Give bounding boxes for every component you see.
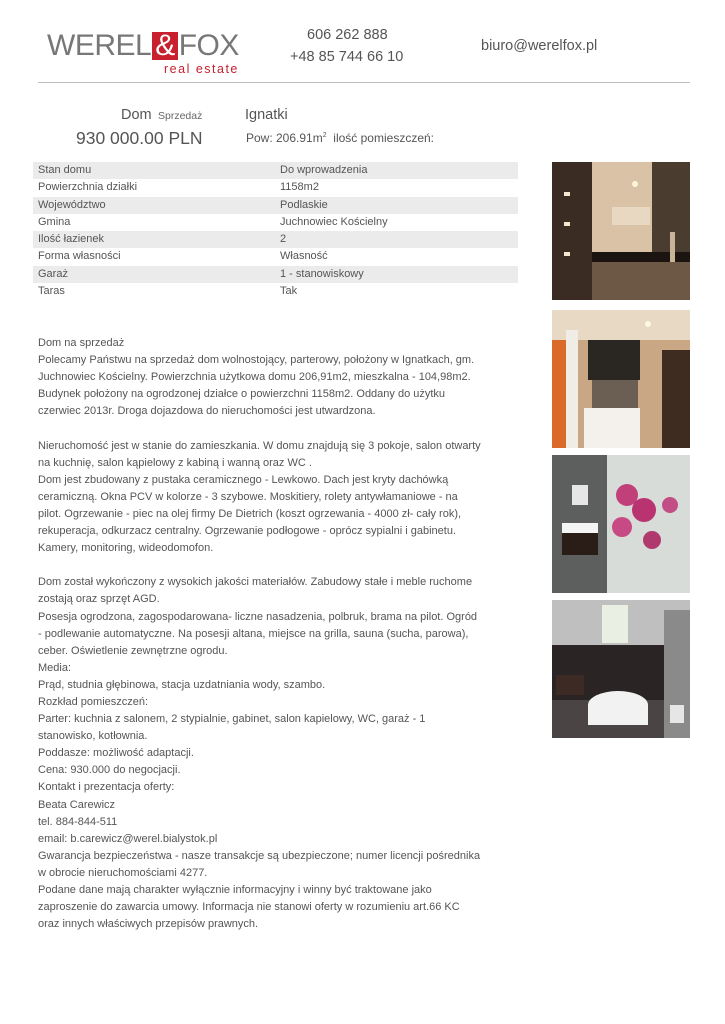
phone-mobile[interactable]: 606 262 888 (307, 27, 388, 43)
description-line: stanowisko, kotłownia. (38, 730, 148, 743)
office-email-link[interactable]: biuro@werelfox.pl (481, 38, 598, 54)
property-row (33, 179, 518, 196)
property-row (33, 248, 518, 265)
property-label: Garaż (38, 267, 68, 280)
description-line: Gwarancja bezpieczeństwa - nasze transakcje są ubezpieczone; numer licencji pośrednika (38, 849, 481, 862)
description-line: Rozkład pomieszczeń: (38, 695, 149, 708)
property-details-table (33, 162, 518, 300)
property-type: Dom (121, 107, 152, 123)
logo-wordmark: WEREL & FOX (47, 29, 239, 62)
description-line: Poddasze: możliwość adaptacji. (38, 747, 194, 760)
property-location: Ignatki (245, 107, 288, 123)
description-line: zostają oraz sprzęt AGD. (38, 593, 160, 606)
property-value: Juchnowiec Kościelny (280, 215, 388, 228)
description-line: Dom został wykończony z wysokich jakości materiałów. Zabudowy stałe i meble ruchome (38, 576, 473, 589)
description-line: Budynek położony na ogrodzonej działce o powierzchni 1158m2. Oddany do użytku (38, 388, 446, 401)
property-row (33, 283, 518, 300)
property-label: Gmina (38, 215, 71, 228)
property-value: 1158m2 (280, 181, 319, 194)
property-row (33, 214, 518, 231)
photo-bathroom-tub[interactable] (552, 600, 690, 738)
property-label: Województwo (38, 198, 106, 211)
description-line: Posesja ogrodzona, zagospodarowana- liczne nasadzenia, polbruk, brama na pilot. Ogród (38, 610, 478, 623)
logo-tagline: real estate (164, 62, 239, 76)
property-row (33, 197, 518, 214)
property-value: Do wprowadzenia (280, 164, 368, 176)
property-label: Ilość łazienek (38, 233, 105, 246)
photo-bathroom-orchid[interactable] (552, 455, 690, 593)
phone-landline[interactable]: +48 85 744 66 10 (290, 49, 404, 65)
description-line (38, 557, 488, 574)
description-line: pilot. Ogrzewanie - piec na olej firmy De Dietrich (koszt ogrzewania - 4000 zł- cały rok), (38, 507, 462, 520)
description-line: czerwiec 2013r. Droga dojazdowa do nieruchomości jest utwardzona. (38, 405, 376, 418)
property-row (33, 162, 518, 179)
description-line: Podane dane mają charakter wyłącznie informacyjny i winny być traktowane jako (38, 884, 432, 896)
description-line: Nieruchomość jest w stanie do zamieszkania. W domu znajdują się 3 pokoje, salon otwarty (38, 439, 481, 452)
property-value: Podlaskie (280, 198, 328, 211)
description-line: Beata Carewicz (38, 798, 116, 811)
description-line: na kuchnię, salon kąpielowy z kabiną i wanną oraz WC . (38, 456, 312, 469)
property-area: Pow: $206.91m^2$ ilość pomieszczeń: (246, 131, 434, 145)
property-value: Własność (280, 250, 328, 263)
photo-living-room[interactable] (552, 310, 690, 448)
description-line: Prąd, studnia głębinowa, stacja uzdatniania wody, szambo. (38, 678, 326, 691)
description-line: tel. 884-844-511 (38, 815, 118, 828)
description-line: Dom na sprzedaż (38, 337, 125, 349)
description-line: email: b.carewicz@werel.bialystok.pl (38, 832, 218, 845)
property-value: 1 - stanowiskowy (280, 267, 364, 280)
description-line: - podlewanie automatyczne. Na posesji altana, miejsce na grilla, sauna (sucha, parowa), (38, 627, 469, 640)
property-row (33, 266, 518, 283)
photo-kitchen[interactable] (552, 162, 690, 300)
description-line: ceber. Oświetlenie zewnętrzne ogrodu. (38, 644, 228, 657)
property-value: 2 (280, 233, 287, 246)
description-line: rekuperacja, odkurzacz centralny. Ogrzewanie podłogowe - oprócz sypialni i gabinetu. (38, 525, 457, 538)
property-description (38, 335, 488, 933)
property-label: Forma własności (38, 250, 121, 263)
description-line: w obrocie nieruchomościami 4277. (38, 866, 208, 879)
description-line: Kamery, monitoring, wideodomofon. (38, 542, 214, 555)
property-row (33, 231, 518, 248)
description-line: oraz innych właściwych przepisów prawnych. (38, 918, 259, 931)
description-line: Parter: kuchnia z salonem, 2 stypialnie, gabinet, salon kapielowy, WC, garaż - 1 (38, 713, 426, 726)
description-line: Media: (38, 661, 72, 674)
description-line: Juchnowiec Kościelny. Powierzchnia użytkowa domu 206,91m2, mieszkalna - 104,98m2. (38, 371, 471, 384)
description-line (38, 420, 488, 437)
description-line: Kontakt i prezentacja oferty: (38, 781, 175, 794)
property-value: Tak (280, 285, 298, 298)
description-line: zaproszenie do zawarcia umowy. Informacja nie stanowi oferty w rozumieniu art.66 KC (38, 901, 460, 914)
header-divider (38, 82, 690, 83)
offer-status: Sprzedaż (158, 110, 203, 122)
description-line: Dom jest zbudowany z pustaka ceramicznego - Lewkowo. Dach jest kryty dachówką (38, 473, 449, 486)
company-logo[interactable] (47, 31, 259, 77)
property-label: Powierzchnia działki (38, 181, 138, 194)
property-label: Stan domu (38, 164, 92, 176)
description-line: Polecamy Państwu na sprzedaż dom wolnostojący, parterowy, położony w Ignatkach, gm. (38, 354, 475, 367)
description-line: ceramiczną. Okna PCV w kolorze - 3 szybowe. Moskitiery, rolety antywłamaniowe - na (38, 490, 458, 503)
property-price: 930 000.00 PLN (76, 128, 203, 148)
description-line: Cena: 930.000 do negocjacji. (38, 764, 181, 777)
property-label: Taras (38, 285, 65, 298)
